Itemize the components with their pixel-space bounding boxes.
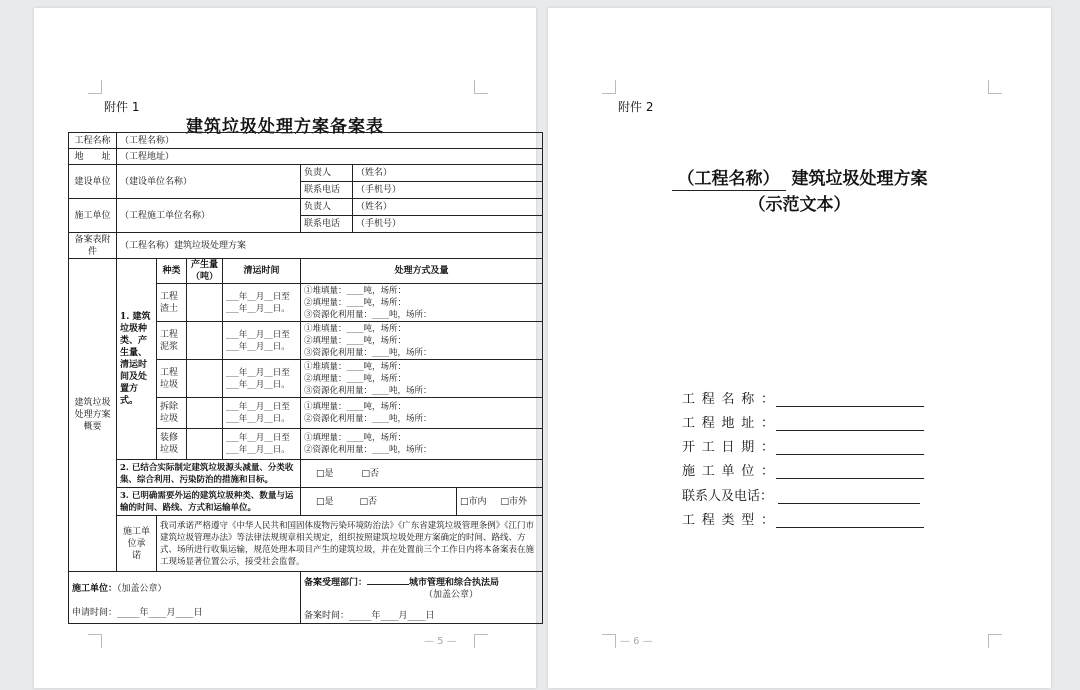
sign-right-title: 备案受理部门： 城市管理和综合执法局	[304, 577, 500, 588]
yes-checkbox[interactable]: □是	[316, 496, 334, 507]
fill-line[interactable]	[776, 417, 924, 431]
attach-label: 备案表附件	[69, 233, 117, 259]
fill-line[interactable]	[776, 441, 924, 455]
address-label: 地 址	[69, 149, 117, 165]
phone-value: （手机号）	[353, 182, 543, 199]
type-time: ___年__月__日至 ___年__月__日。	[223, 322, 301, 360]
page-number: — 6 —	[620, 636, 653, 647]
type-methods: ①堆填量：____吨，场所： ②填埋量：____吨，场所： ③资源化利用量：____吨，场所：	[301, 322, 543, 360]
project-name-placeholder: （工程名称）	[672, 169, 786, 191]
builder-label: 建设单位	[69, 165, 117, 199]
in-city-checkbox[interactable]: □市内	[460, 496, 487, 507]
type-methods: ①填埋量：____吨，场所： ②资源化利用量：____吨，场所：	[301, 398, 543, 429]
section2-label: 2. 已结合实际制定建筑垃圾源头减量、分类收集、综合利用、污染防治的措施和目标。	[117, 460, 301, 488]
type-time: ___年__月__日至 ___年__月__日。	[223, 360, 301, 398]
crop-mark	[88, 80, 102, 94]
attachment-label: 附件 2	[618, 100, 654, 114]
field-project-name: 工程名称：	[682, 388, 924, 407]
type-amount	[187, 284, 223, 322]
form-title: 建筑垃圾处理方案备案表	[186, 117, 384, 137]
no-checkbox[interactable]: □否	[361, 468, 380, 479]
yes-checkbox[interactable]: □是	[316, 468, 334, 479]
type-name: 工程泥浆	[157, 322, 187, 360]
col-method: 处理方式及量	[301, 259, 543, 284]
field-contact: 联系人及电话：	[682, 485, 920, 504]
phone-label: 联系电话	[301, 182, 353, 199]
field-start-date: 开工日期：	[682, 436, 924, 455]
document-page-5	[34, 8, 536, 688]
principal-value: （姓名）	[353, 165, 543, 182]
type-methods: ①堆填量：____吨，场所： ②填埋量：____吨，场所： ③资源化利用量：____吨，场所：	[301, 360, 543, 398]
crop-mark	[988, 80, 1002, 94]
crop-mark	[474, 80, 488, 94]
field-project-address: 工程地址：	[682, 412, 924, 431]
field-project-type: 工程类型：	[682, 509, 924, 528]
section1-label: 1. 建筑垃圾种类、产生量、清运时间及处置方式。	[117, 259, 157, 460]
phone2-label: 联系电话	[301, 216, 353, 233]
sign-right-date: 备案时间：_____年____月____日	[304, 610, 435, 621]
principal2-label: 负责人	[301, 199, 353, 216]
sign-right	[301, 572, 543, 624]
type-time: ___年__月__日至 ___年__月__日。	[223, 429, 301, 460]
crop-mark	[88, 634, 102, 648]
type-name: 装修垃圾	[157, 429, 187, 460]
cover-subtitle: （示范文本）	[748, 195, 851, 215]
address-value: （工程地址）	[117, 149, 543, 165]
type-amount	[187, 322, 223, 360]
section2-options	[301, 460, 543, 488]
type-name: 工程渣土	[157, 284, 187, 322]
type-time: ___年__月__日至 ___年__月__日。	[223, 284, 301, 322]
sign-right-stamp: （加盖公章）	[424, 589, 479, 600]
page-number: — 5 —	[424, 636, 457, 647]
sign-left-date: 申请时间：_____年____月____日	[72, 607, 203, 618]
col-amount: 产生量（吨）	[187, 259, 223, 284]
col-type: 种类	[157, 259, 187, 284]
attach-value: （工程名称）建筑垃圾处理方案	[117, 233, 543, 259]
project-name-label: 工程名称	[69, 133, 117, 149]
type-methods: ①堆填量：____吨，场所： ②填埋量：____吨，场所： ③资源化利用量：____吨，场所：	[301, 284, 543, 322]
overview-label: 建筑垃圾处理方案概要	[69, 259, 117, 572]
section3-label: 3. 已明确需要外运的建筑垃圾种类、数量与运输的时间、路线、方式和运输单位。	[117, 488, 301, 516]
crop-mark	[602, 634, 616, 648]
commit-text: 我司承诺严格遵守《中华人民共和国固体废物污染环境防治法》《广东省建筑垃圾管理条例》《江门市建筑垃圾管理办法》等法律法规规章相关规定，组织按照建筑垃圾处理方案确定的时间、路线、方式、场所进行收集运输，规范处理本项目产生的建筑垃圾，并在处置前三个工作日内将本备案表在施工现场显著位置公示，接受社会监督。	[157, 516, 543, 572]
crop-mark	[602, 80, 616, 94]
fill-line[interactable]	[776, 514, 924, 528]
section3-options	[301, 488, 457, 516]
type-name: 拆除垃圾	[157, 398, 187, 429]
principal-label: 负责人	[301, 165, 353, 182]
fill-line[interactable]	[776, 465, 924, 479]
builder-value: （建设单位名称）	[117, 165, 301, 199]
principal2-value: （姓名）	[353, 199, 543, 216]
type-amount	[187, 360, 223, 398]
section3-scope	[457, 488, 543, 516]
sign-left	[69, 572, 301, 624]
filing-form-table	[68, 132, 543, 624]
fill-line[interactable]	[776, 393, 924, 407]
crop-mark	[474, 634, 488, 648]
col-time: 清运时间	[223, 259, 301, 284]
fill-line[interactable]	[778, 490, 920, 504]
attachment-label: 附件 1	[104, 100, 140, 114]
contractor-value: （工程施工单位名称）	[117, 199, 301, 233]
type-amount	[187, 398, 223, 429]
type-time: ___年__月__日至 ___年__月__日。	[223, 398, 301, 429]
crop-mark	[988, 634, 1002, 648]
type-name: 工程垃圾	[157, 360, 187, 398]
type-methods: ①填埋量：____吨，场所： ②资源化利用量：____吨，场所：	[301, 429, 543, 460]
commit-label: 施工单位承 诺	[117, 516, 157, 572]
project-name-value: （工程名称）	[117, 133, 543, 149]
no-checkbox[interactable]: □否	[359, 496, 378, 507]
field-contractor: 施工单位：	[682, 460, 924, 479]
type-amount	[187, 429, 223, 460]
sign-left-title: 施工单位：（加盖公章）	[72, 583, 167, 594]
phone2-value: （手机号）	[353, 216, 543, 233]
out-city-checkbox[interactable]: □市外	[500, 496, 528, 507]
contractor-label: 施工单位	[69, 199, 117, 233]
document-page-6	[548, 8, 1051, 688]
cover-title: （工程名称） 建筑垃圾处理方案	[548, 164, 1051, 189]
